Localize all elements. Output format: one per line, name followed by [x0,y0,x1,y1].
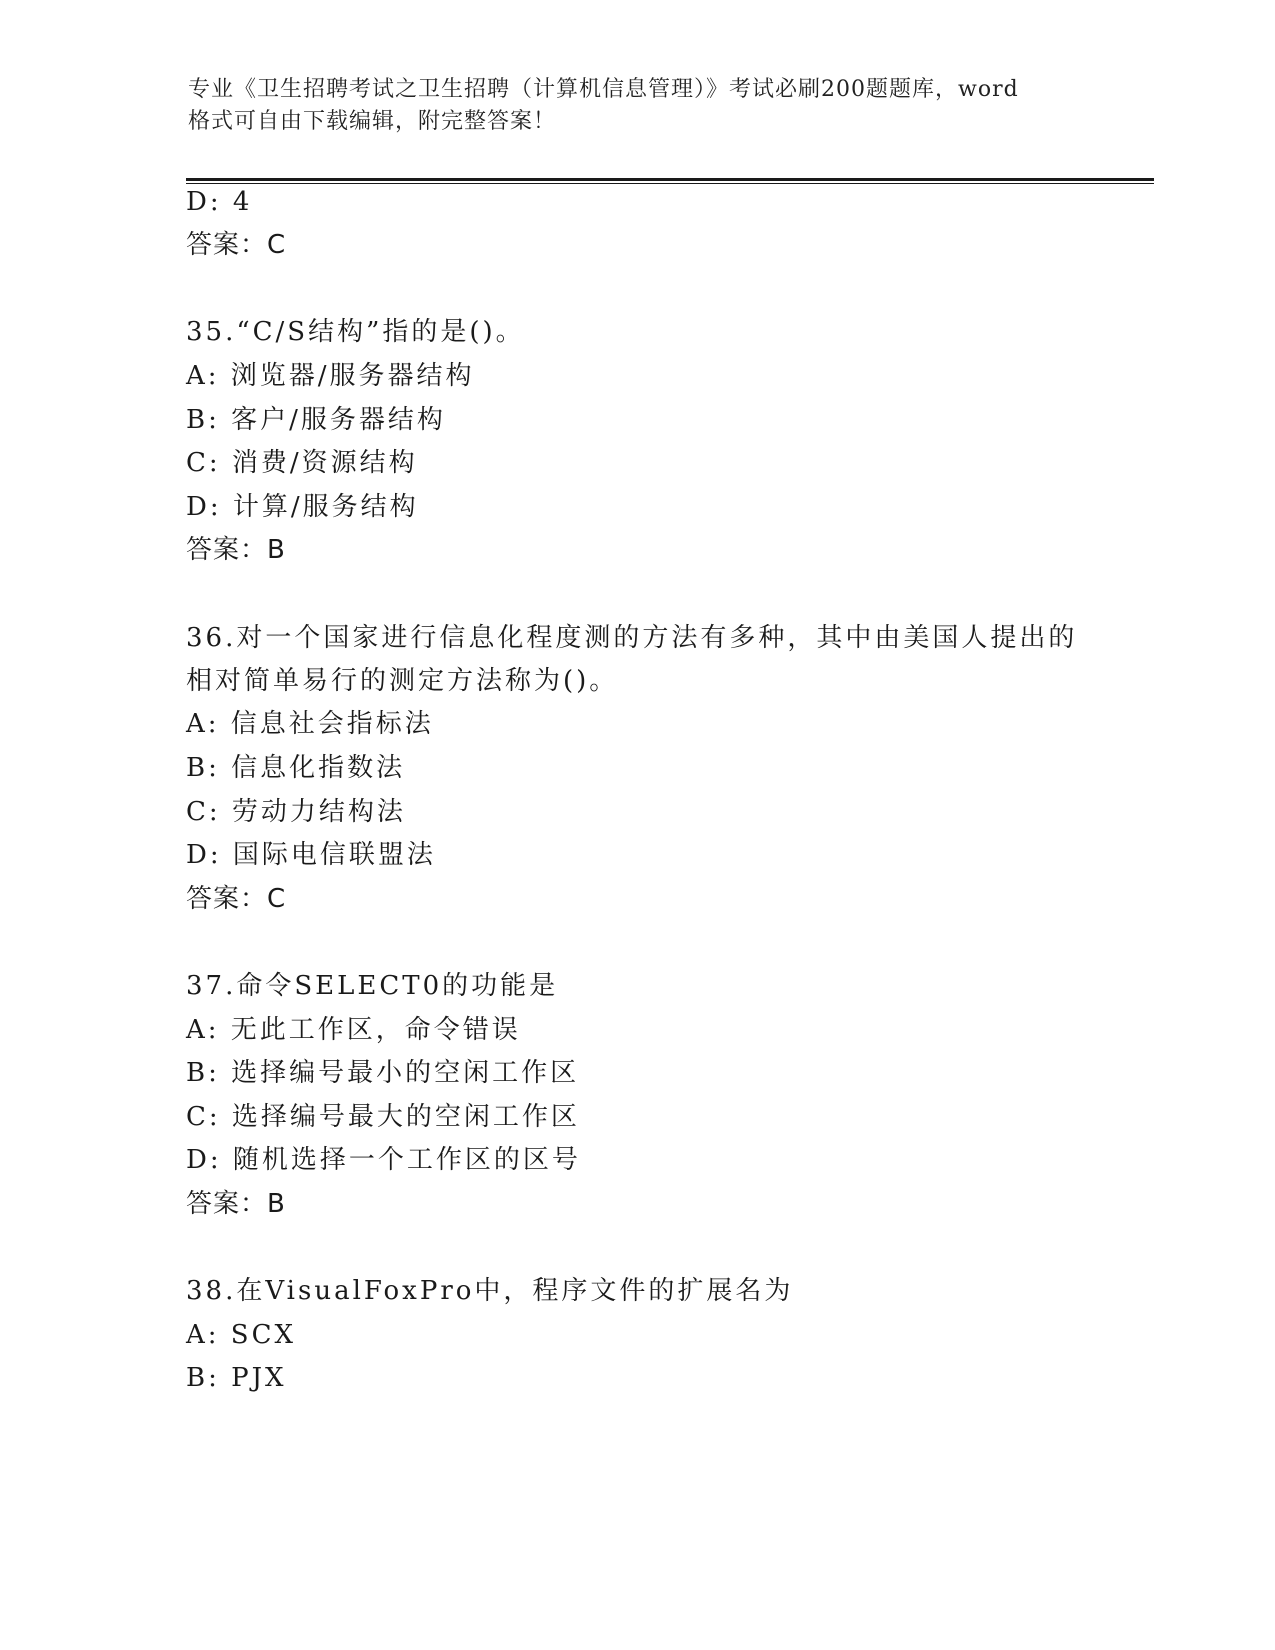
header-divider-thin [186,183,1154,184]
question-38-option-a: A: SCX [186,1320,297,1350]
question-35-answer: 答案：B [186,535,286,565]
header-line-2: 格式可自由下载编辑，附完整答案！ [188,109,557,134]
question-37-option-d: D: 随机选择一个工作区的区号 [186,1145,581,1175]
question-38-option-b: B: PJX [186,1363,287,1393]
header-divider-thick [186,178,1154,181]
question-37-answer: 答案：B [186,1189,286,1219]
question-37-option-a: A: 无此工作区，命令错误 [186,1015,521,1045]
question-36-stem-line-1: 36.对一个国家进行信息化程度测的方法有多种，其中由美国人提出的 [186,623,1078,653]
prev-option-d: D: 4 [186,187,253,217]
question-35-option-c: C: 消费/资源结构 [186,448,418,478]
question-35-option-a: A: 浏览器/服务器结构 [186,361,475,391]
question-36-option-b: B: 信息化指数法 [186,753,406,783]
question-38-stem: 38.在VisualFoxPro中，程序文件的扩展名为 [186,1276,794,1306]
question-35-option-b: B: 客户/服务器结构 [186,405,446,435]
question-35-stem: 35.“C/S结构”指的是()。 [186,317,525,347]
question-37-option-b: B: 选择编号最小的空闲工作区 [186,1058,580,1088]
question-36-option-c: C: 劳动力结构法 [186,797,406,827]
question-36-option-d: D: 国际电信联盟法 [186,840,436,870]
question-36-stem-line-2: 相对简单易行的测定方法称为()。 [186,666,619,696]
question-36-answer: 答案：C [186,884,287,914]
question-35-option-d: D: 计算/服务结构 [186,492,419,522]
prev-answer: 答案：C [186,230,287,260]
question-36-option-a: A: 信息社会指标法 [186,709,434,739]
header-line-1: 专业《卫生招聘考试之卫生招聘（计算机信息管理）》考试必刷200题题库，word [188,77,1019,102]
document-header [188,74,1088,138]
question-37-stem: 37.命令SELECT0的功能是 [186,971,559,1001]
question-37-option-c: C: 选择编号最大的空闲工作区 [186,1102,580,1132]
